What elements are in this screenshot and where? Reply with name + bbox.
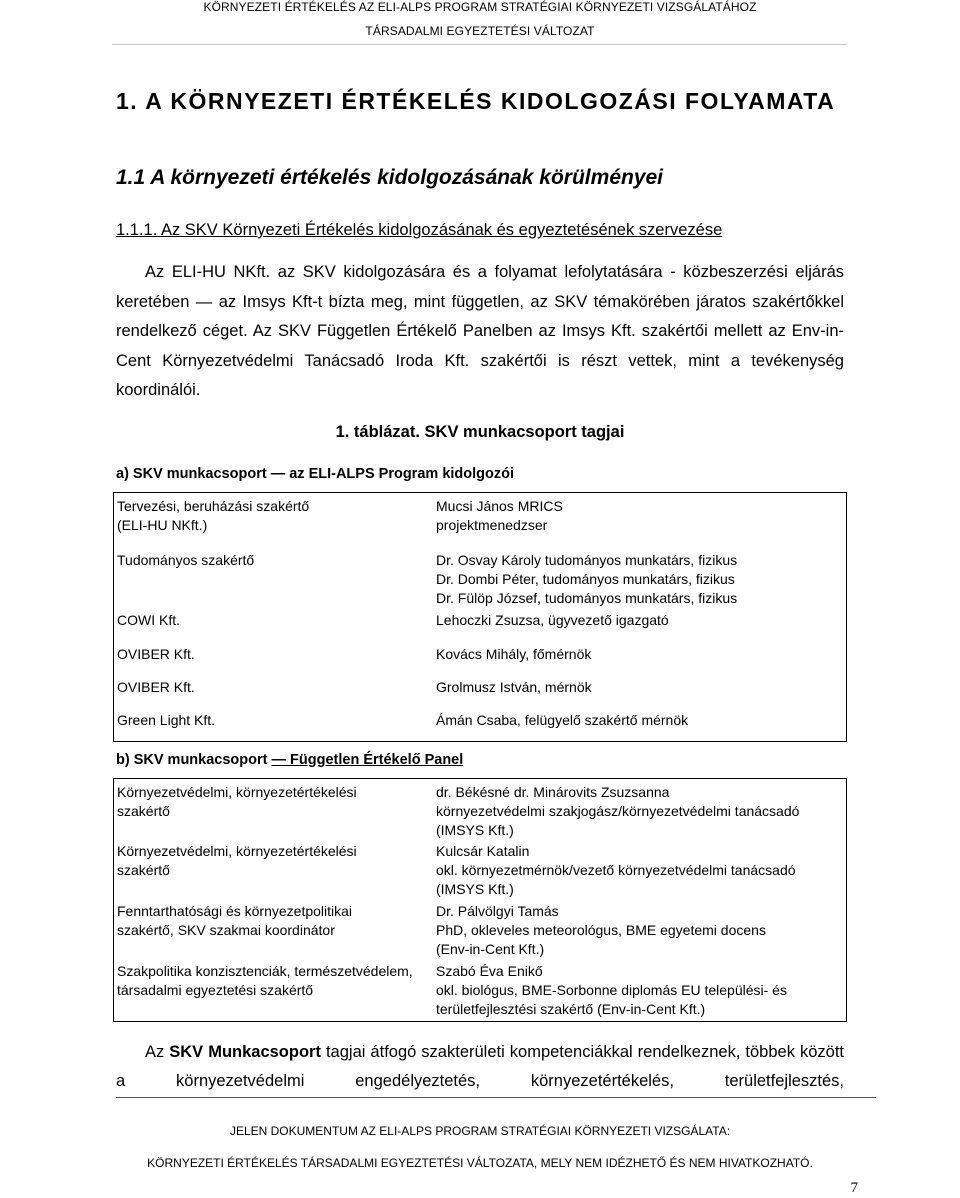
footer-divider [116, 1097, 876, 1098]
closing-paragraph-bold: SKV Munkacsoport [169, 1043, 321, 1061]
table-a-left-3: OVIBER Kft. [117, 646, 195, 662]
table-a-left-4: OVIBER Kft. [117, 679, 195, 695]
page-number: 7 [850, 1180, 858, 1196]
section-a-title: a) SKV munkacsoport — az ELI-ALPS Program kidolgozói [116, 466, 514, 482]
table-a-left-2: COWI Kft. [117, 612, 180, 628]
running-header-line2: TÁRSADALMI EGYEZTETÉSI VÁLTOZAT [365, 24, 595, 38]
table-b-right-3: Szabó Éva Enikő okl. biológus, BME-Sorbonne diplomás EU települési- és területfejlesztési szakértő (Env-in-Cent Kft.) [436, 963, 787, 1017]
table-a-right-0: Mucsi János MRICS projektmenedzser [436, 498, 563, 533]
intro-paragraph [116, 258, 844, 406]
table-a-left-1: Tudományos szakértő [117, 552, 255, 568]
table-a-left-0: Tervezési, beruházási szakértő (ELI-HU NKft.) [117, 498, 310, 533]
table-b-left-3: Szakpolitika konzisztenciák, természetvédelem, társadalmi egyeztetési szakértő [117, 963, 413, 998]
running-header-line1: KÖRNYEZETI ÉRTÉKELÉS AZ ELI-ALPS PROGRAM STRATÉGIAI KÖRNYEZETI VIZSGÁLATÁHOZ [203, 0, 757, 14]
chapter-heading: 1. A KÖRNYEZETI ÉRTÉKELÉS KIDOLGOZÁSI FOLYAMATA [116, 88, 836, 114]
table-b-left-2: Fenntarthatósági és környezetpolitikai szakértő, SKV szakmai koordinátor [117, 903, 353, 938]
intro-paragraph-text: Az ELI-HU NKft. az SKV kidolgozására és a folyamat lefolytatására - közbeszerzési eljárás keretében — az Imsys Kft-t bízta meg, mint független, az SKV témakörében járatos szakértőkkel rendelkező céget. Az SKV Független Értékelő Panelben az Imsys Kft. szakértői mellett az Env-in-Cent Környezetvédelmi Tanácsadó Iroda Kft. szakértői is részt vettek, mint a tevékenység koordinálói. [116, 263, 844, 399]
section-b-title: b) SKV munkacsoport — Független Értékelő Panel [116, 752, 464, 768]
table-a-right-3: Kovács Mihály, főmérnök [436, 646, 592, 662]
section-b-table [113, 778, 847, 1022]
table-b-right-0: dr. Békésné dr. Minárovits Zsuzsanna környezetvédelmi szakjogász/környezetvédelmi tanácsadó (IMSYS Kft.) [436, 784, 800, 838]
table-a-right-5: Ámán Csaba, felügyelő szakértő mérnök [436, 712, 689, 728]
table-a-left-5: Green Light Kft. [117, 712, 216, 728]
table-a-right-2: Lehoczki Zsuzsa, ügyvezető igazgató [436, 612, 669, 628]
header-divider [112, 44, 847, 45]
footer-line2: KÖRNYEZETI ÉRTÉKELÉS TÁRSADALMI EGYEZTETÉSI VÁLTOZATA, MELY NEM IDÉZHETŐ ÉS NEM HIVATKOZHATÓ. [147, 1156, 813, 1170]
table-b-right-2: Dr. Pálvölgyi Tamás PhD, okleveles meteorológus, BME egyetemi docens (Env-in-Cent Kft.) [436, 903, 766, 957]
footer-line1: JELEN DOKUMENTUM AZ ELI-ALPS PROGRAM STRATÉGIAI KÖRNYEZETI VIZSGÁLATA: [229, 1124, 731, 1138]
table-caption: 1. táblázat. SKV munkacsoport tagjai [335, 423, 625, 441]
table-a-right-1: Dr. Osvay Károly tudományos munkatárs, fizikus Dr. Dombi Péter, tudományos munkatárs, fizikus Dr. Fülöp József, tudományos munkatárs, fizikus [436, 552, 738, 606]
table-b-left-0: Környezetvédelmi, környezetértékelési szakértő [117, 784, 357, 819]
subsection-heading: 1.1.1. Az SKV Környezeti Értékelés kidolgozásának és egyeztetésének szervezése [116, 221, 723, 239]
section-a-table [113, 492, 847, 742]
table-b-right-1: Kulcsár Katalin okl. környezetmérnök/vezető környezetvédelmi tanácsadó (IMSYS Kft.) [436, 843, 796, 897]
section-heading: 1.1 A környezeti értékelés kidolgozásának körülményei [116, 166, 664, 189]
table-a-right-4: Grolmusz István, mérnök [436, 679, 592, 695]
table-b-left-1: Környezetvédelmi, környezetértékelési szakértő [117, 843, 357, 878]
closing-paragraph: Az SKV Munkacsoport tagjai átfogó szakterületi kompetenciákkal rendelkeznek, többek között a környezetvédelmi engedélyeztetés, környezetértékelés, területfejlesztés, [116, 1043, 844, 1090]
